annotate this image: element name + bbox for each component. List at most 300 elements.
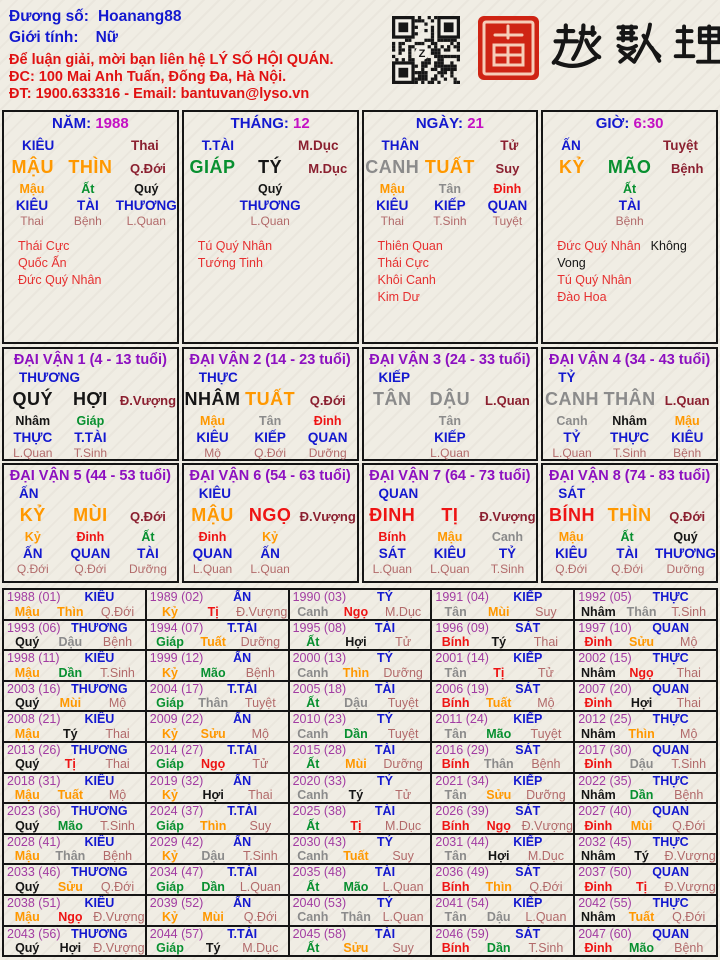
star-name: Đào Hoa bbox=[557, 290, 607, 304]
chart-body bbox=[2, 110, 718, 957]
hidden-stem: Ất bbox=[81, 182, 95, 196]
year-cell-top bbox=[7, 622, 142, 636]
year-stage: Đ.Vượng bbox=[93, 941, 145, 956]
year-god: QUAN bbox=[652, 804, 689, 819]
year-branch: Mùi bbox=[345, 757, 367, 772]
year-cell bbox=[3, 803, 146, 834]
pillar-title bbox=[4, 112, 177, 132]
year-god: THỰC bbox=[652, 895, 689, 910]
pillar-stage: Đ.Vượng bbox=[479, 509, 536, 524]
hidden-stem-stage: Q.Đới bbox=[555, 562, 588, 576]
year-number: 2000 (13) bbox=[292, 651, 347, 666]
star-item bbox=[18, 272, 177, 289]
year-god: TỶ bbox=[377, 651, 393, 666]
ten-god-label: SÁT bbox=[558, 486, 586, 501]
stem-branch-row bbox=[184, 501, 357, 526]
year-branch: Dần bbox=[201, 879, 225, 894]
hidden-stem-god: KIÊU bbox=[196, 430, 229, 445]
year-number: 2042 (55) bbox=[578, 895, 632, 910]
year-branch: Ngọ bbox=[58, 910, 83, 925]
dai-van-title: ĐẠI VẬN 2 (14 - 23 tuổi) bbox=[189, 352, 351, 368]
year-number: 2033 (46) bbox=[7, 865, 61, 880]
star-item bbox=[378, 238, 537, 255]
year-stem: Ất bbox=[306, 879, 320, 894]
star-item bbox=[18, 238, 177, 255]
star-list bbox=[184, 229, 357, 272]
year-stage: Thai bbox=[248, 788, 273, 803]
year-cell-bottom bbox=[578, 666, 713, 681]
year-stage: Thai bbox=[676, 665, 701, 680]
pillar-title bbox=[364, 112, 537, 132]
year-branch: Mùi bbox=[487, 604, 510, 619]
stem-branch-row bbox=[543, 501, 716, 526]
calligraphy-glyph bbox=[550, 16, 602, 74]
year-number: 1995 (08) bbox=[292, 620, 347, 635]
year-number: 2008 (21) bbox=[7, 712, 61, 727]
year-number: 1988 (01) bbox=[7, 590, 61, 604]
year-number: 1993 (06) bbox=[7, 620, 61, 635]
year-stem: Canh bbox=[297, 910, 329, 925]
hidden-stem-column bbox=[116, 182, 177, 229]
year-cell-top bbox=[7, 652, 142, 666]
year-cell-top bbox=[293, 683, 428, 697]
year-god: THƯƠNG bbox=[71, 865, 128, 880]
year-cell bbox=[289, 864, 432, 895]
year-stage: L.Quan bbox=[382, 879, 424, 894]
hidden-stem-god: KIẾP bbox=[434, 430, 466, 445]
year-god: KIẾP bbox=[513, 773, 543, 788]
year-number: 2026 (39) bbox=[435, 804, 489, 819]
hidden-stem-stage: Mộ bbox=[204, 446, 221, 460]
year-stage: M.Dục bbox=[242, 941, 279, 956]
year-number: 2002 (15) bbox=[578, 651, 632, 666]
pillar-stage: L.Quan bbox=[485, 393, 530, 408]
year-cell bbox=[146, 742, 289, 773]
hidden-stem: Ất bbox=[620, 530, 634, 544]
year-cell-top bbox=[7, 805, 142, 819]
pillar-branch: THÌN bbox=[68, 157, 113, 177]
star-item bbox=[18, 255, 177, 272]
year-branch: Mùi bbox=[630, 818, 653, 833]
year-cell bbox=[574, 620, 717, 651]
year-stem: Mậu bbox=[14, 604, 40, 619]
pillar-branch: THÌN bbox=[607, 505, 652, 525]
dai-van-1 bbox=[2, 347, 179, 461]
year-branch: Dần bbox=[58, 665, 83, 680]
year-cell bbox=[574, 864, 717, 895]
hidden-stem-column bbox=[658, 182, 716, 229]
pillar-branch: TUẤT bbox=[245, 389, 296, 409]
hidden-stem-stage: Bệnh bbox=[615, 214, 644, 228]
year-branch: Tị bbox=[64, 757, 76, 772]
year-cell bbox=[146, 895, 289, 926]
hidden-stem-god: ẤN bbox=[260, 546, 280, 561]
ten-god-label: ẤN bbox=[19, 486, 39, 501]
year-god: ẤN bbox=[233, 712, 252, 727]
year-stem: Canh bbox=[297, 849, 329, 864]
year-number: 2040 (53) bbox=[292, 895, 347, 910]
hidden-stem: Tân bbox=[259, 414, 282, 428]
hidden-stem-stage: Bệnh bbox=[73, 214, 102, 228]
year-cell-top bbox=[7, 836, 142, 850]
year-stage: Mộ bbox=[680, 635, 698, 650]
year-cell-bottom bbox=[7, 696, 142, 711]
dai-van-title: ĐẠI VẬN 5 (44 - 53 tuổi) bbox=[9, 468, 171, 484]
year-number: 2038 (51) bbox=[7, 895, 61, 910]
year-cell bbox=[289, 742, 432, 773]
year-cell-top bbox=[578, 775, 713, 789]
year-cell bbox=[574, 773, 717, 804]
year-cell-top bbox=[150, 775, 285, 789]
year-branch: Thìn bbox=[57, 604, 84, 619]
year-cell bbox=[574, 803, 717, 834]
year-branch: Tý bbox=[491, 635, 507, 650]
year-cell bbox=[574, 589, 717, 620]
year-cell bbox=[146, 926, 289, 957]
year-stage: L.Quan bbox=[382, 910, 424, 925]
year-stem: Bính bbox=[441, 635, 470, 650]
year-cell-top bbox=[293, 897, 428, 911]
year-stem: Ất bbox=[306, 696, 320, 711]
year-cell-top bbox=[293, 622, 428, 636]
year-stem: Quý bbox=[15, 818, 40, 833]
hidden-stem-column bbox=[655, 530, 716, 577]
pillar-title bbox=[543, 112, 716, 132]
year-stage: T.Sinh bbox=[671, 757, 707, 772]
hidden-stem-god: SÁT bbox=[378, 546, 406, 561]
year-god: SÁT bbox=[515, 620, 541, 635]
year-stage: L.Quan bbox=[525, 910, 567, 925]
year-cell-bottom bbox=[293, 696, 428, 711]
hidden-stem-column bbox=[658, 414, 716, 461]
hidden-stem: Kỷ bbox=[24, 530, 41, 544]
year-number: 2023 (36) bbox=[7, 804, 61, 819]
hidden-stem: Ất bbox=[141, 530, 155, 544]
year-cell-bottom bbox=[293, 727, 428, 742]
hidden-stem: Mậu bbox=[200, 414, 226, 428]
year-cell-bottom bbox=[435, 635, 570, 650]
hidden-stem: Nhâm bbox=[15, 414, 51, 428]
hidden-stem: Giáp bbox=[76, 414, 105, 428]
pillar-stage: Suy bbox=[495, 161, 520, 176]
year-branch: Sửu bbox=[486, 788, 512, 803]
hidden-stem: Nhâm bbox=[612, 414, 647, 428]
hidden-stem-stage: L.Quan bbox=[552, 446, 592, 460]
pillar-stem: KỶ bbox=[559, 157, 586, 177]
year-god: TÀI bbox=[374, 681, 396, 696]
year-god: KIẾP bbox=[513, 590, 543, 604]
year-cell-bottom bbox=[435, 880, 570, 895]
year-cell-top bbox=[578, 836, 713, 850]
pillar-title-value: 21 bbox=[467, 115, 484, 132]
year-stage: L.Quan bbox=[239, 879, 281, 894]
year-number: 2004 (17) bbox=[149, 681, 204, 696]
year-god: THƯƠNG bbox=[71, 804, 128, 819]
gender-label: Giới tính: bbox=[9, 29, 79, 46]
dai-van-title: ĐẠI VẬN 1 (4 - 13 tuổi) bbox=[13, 352, 167, 368]
year-number: 2012 (25) bbox=[578, 712, 632, 727]
hidden-stem: Canh bbox=[491, 530, 524, 544]
hidden-stems bbox=[364, 410, 537, 461]
dai-van-row-2 bbox=[2, 463, 718, 583]
year-branch: Tuất bbox=[628, 910, 655, 925]
year-god: TÀI bbox=[374, 865, 396, 880]
year-cell-bottom bbox=[435, 788, 570, 803]
pillar-stem: QUÝ bbox=[12, 389, 54, 409]
ten-god-label: THÂN bbox=[381, 138, 419, 153]
year-stage: T.Sinh bbox=[100, 818, 135, 833]
year-cell-top bbox=[7, 683, 142, 697]
hidden-stem: Đinh bbox=[76, 530, 105, 544]
stem-branch-row bbox=[364, 385, 537, 410]
hidden-stem: Ất bbox=[623, 182, 637, 196]
year-branch: Thìn bbox=[342, 665, 370, 680]
year-number: 2036 (49) bbox=[435, 865, 489, 880]
year-cell-top bbox=[150, 591, 285, 605]
year-stem: Quý bbox=[15, 941, 40, 956]
hidden-stem-column bbox=[543, 414, 601, 461]
year-number: 2005 (18) bbox=[292, 681, 347, 696]
pillar-stage: Q.Đới bbox=[309, 393, 346, 408]
pillar-grid bbox=[2, 110, 718, 344]
year-cell-bottom bbox=[435, 605, 570, 620]
year-stem: Canh bbox=[297, 665, 329, 680]
hidden-stem-column bbox=[4, 182, 60, 229]
year-branch: Ngọ bbox=[200, 757, 226, 772]
pillar-title-label: NĂM: bbox=[52, 115, 96, 132]
hidden-stem-stage: T.Sinh bbox=[73, 446, 108, 460]
year-stage: T.Sinh bbox=[671, 604, 707, 619]
hidden-stem-column bbox=[4, 530, 62, 577]
year-god: ẤN bbox=[233, 773, 252, 788]
year-branch: Ngọ bbox=[629, 665, 654, 680]
year-number: 2011 (24) bbox=[435, 712, 488, 727]
star-name: Thiên Quan bbox=[377, 239, 443, 253]
year-branch: Thìn bbox=[199, 818, 227, 833]
hidden-stem-god: KIÊU bbox=[433, 546, 466, 561]
hidden-stem-stage: Q.Đới bbox=[16, 562, 49, 576]
year-cell bbox=[431, 589, 574, 620]
year-cell-top bbox=[435, 866, 570, 880]
year-cell-top bbox=[150, 805, 285, 819]
year-branch: Dần bbox=[344, 726, 368, 741]
year-cell-top bbox=[578, 683, 713, 697]
year-cell-bottom bbox=[435, 727, 570, 742]
year-stem: Kỷ bbox=[162, 910, 178, 925]
hidden-stems bbox=[184, 526, 357, 577]
year-stage: Tuyệt bbox=[244, 696, 276, 711]
dai-van-4 bbox=[541, 347, 718, 461]
year-cell-bottom bbox=[435, 818, 573, 834]
year-cell-bottom bbox=[578, 727, 713, 742]
hidden-stem: Quý bbox=[257, 182, 283, 196]
year-stage: Q.Đới bbox=[672, 818, 706, 833]
pillar-stage: Đ.Vượng bbox=[119, 393, 177, 408]
year-god: KIẾP bbox=[513, 651, 543, 666]
hidden-stem-god: ẤN bbox=[23, 546, 43, 561]
year-number: 2017 (30) bbox=[578, 742, 632, 757]
year-cell bbox=[289, 650, 432, 681]
hidden-stem-column bbox=[4, 414, 62, 461]
year-stage: Bệnh bbox=[674, 941, 704, 956]
year-stem: Quý bbox=[15, 757, 40, 772]
year-branch: Thìn bbox=[485, 879, 512, 894]
year-stage: Tử bbox=[537, 665, 554, 680]
year-number: 2025 (38) bbox=[292, 804, 347, 819]
year-number: 2006 (19) bbox=[435, 681, 489, 696]
year-god: ẤN bbox=[233, 895, 252, 910]
year-cell-top bbox=[435, 897, 570, 911]
year-number: 2034 (47) bbox=[149, 865, 204, 880]
year-cell-bottom bbox=[578, 788, 713, 803]
hidden-stem-god: QUAN bbox=[70, 546, 111, 561]
hidden-stem-column bbox=[479, 182, 537, 229]
year-cell-top bbox=[578, 928, 713, 942]
year-number: 2014 (27) bbox=[149, 742, 204, 757]
star-name: Kim Dư bbox=[377, 290, 420, 304]
year-stem: Tân bbox=[444, 788, 467, 803]
year-stage: Đ.Vượng bbox=[93, 910, 145, 925]
year-stage: Bệnh bbox=[674, 788, 704, 803]
pillar-title-label: NGÀY: bbox=[415, 115, 468, 132]
year-cell-top bbox=[150, 897, 285, 911]
pillar-stem: KỶ bbox=[19, 505, 46, 525]
year-stem: Đinh bbox=[584, 696, 613, 711]
star-item bbox=[557, 289, 716, 306]
stem-branch-row bbox=[4, 153, 177, 178]
year-cell-bottom bbox=[293, 880, 428, 895]
year-stem: Kỷ bbox=[162, 726, 178, 741]
year-stage: Q.Đới bbox=[529, 879, 563, 894]
year-cell-bottom bbox=[150, 941, 285, 956]
year-stem: Quý bbox=[15, 635, 40, 650]
year-stem: Giáp bbox=[156, 941, 184, 956]
year-cell-bottom bbox=[578, 635, 713, 650]
ten-god-label: KIÊU bbox=[22, 138, 55, 153]
year-cell-top bbox=[435, 713, 570, 727]
star-list bbox=[543, 229, 716, 306]
year-cell-bottom bbox=[578, 849, 716, 864]
stage-label: Tử bbox=[500, 138, 519, 153]
hidden-stem-stage: L.Quan bbox=[372, 562, 412, 576]
year-branch: Thân bbox=[55, 849, 86, 864]
dai-van-2 bbox=[182, 347, 359, 461]
year-number: 1994 (07) bbox=[149, 620, 204, 635]
hidden-stem: Đinh bbox=[313, 414, 342, 428]
year-cell bbox=[289, 926, 432, 957]
year-stem: Nhâm bbox=[581, 604, 616, 619]
year-stage: Mộ bbox=[251, 726, 269, 741]
pillar-stage: M.Dục bbox=[308, 161, 348, 176]
year-number: 1999 (12) bbox=[149, 651, 204, 666]
year-stem: Nhâm bbox=[581, 849, 616, 864]
year-stem: Tân bbox=[444, 726, 467, 741]
year-cell bbox=[574, 895, 717, 926]
year-stage: Đ.Vượng bbox=[521, 818, 573, 833]
phone-email-line: ĐT: 1900.633316 - Email: bantuvan@lyso.vn bbox=[9, 86, 310, 102]
year-number: 2007 (20) bbox=[578, 681, 632, 696]
year-cell-bottom bbox=[435, 849, 570, 864]
year-number: 1996 (09) bbox=[435, 620, 489, 635]
year-number: 2039 (52) bbox=[149, 895, 204, 910]
pillar-branch: NGỌ bbox=[248, 505, 292, 525]
year-god: THỰC bbox=[652, 712, 689, 727]
pillar-title-value: 6:30 bbox=[633, 115, 664, 132]
year-branch: Mùi bbox=[202, 910, 224, 925]
year-cell-top bbox=[150, 928, 285, 942]
hidden-stem-stage: Dưỡng bbox=[128, 562, 167, 576]
pillar-branch: MÙI bbox=[73, 505, 108, 525]
year-stage: Suy bbox=[392, 849, 414, 864]
year-cell bbox=[146, 620, 289, 651]
year-cell bbox=[3, 864, 146, 895]
year-cell-bottom bbox=[150, 666, 285, 681]
hidden-stem: Tân bbox=[438, 182, 461, 196]
hidden-stems bbox=[184, 178, 357, 229]
year-cell bbox=[289, 803, 432, 834]
year-cell bbox=[289, 620, 432, 651]
hidden-stem-stage: L.Quan bbox=[126, 214, 166, 228]
year-branch: Mão bbox=[629, 941, 655, 956]
hidden-stem: Tân bbox=[438, 414, 461, 428]
pillar-title-value: 12 bbox=[293, 115, 310, 132]
god-row bbox=[4, 132, 177, 153]
year-branch: Tuất bbox=[57, 788, 84, 803]
hidden-stem: Bính bbox=[378, 530, 407, 544]
year-cell-bottom bbox=[578, 696, 713, 711]
year-number: 2016 (29) bbox=[435, 742, 489, 757]
year-cell-bottom bbox=[7, 666, 142, 681]
year-god: THƯƠNG bbox=[71, 926, 128, 941]
year-number: 2003 (16) bbox=[7, 681, 61, 696]
year-branch: Hợi bbox=[59, 941, 82, 956]
hidden-stem: Mậu bbox=[437, 530, 463, 544]
dai-van-title: ĐẠI VẬN 7 (64 - 73 tuổi) bbox=[369, 468, 531, 484]
stage-label: M.Dục bbox=[298, 138, 339, 153]
year-number: 2019 (32) bbox=[149, 773, 204, 788]
year-branch: Thìn bbox=[628, 726, 655, 741]
year-stage: Bệnh bbox=[102, 635, 133, 650]
pillar-hour bbox=[541, 110, 718, 344]
year-cell-bottom bbox=[578, 757, 713, 772]
year-cell-top bbox=[435, 836, 570, 850]
year-cell-bottom bbox=[7, 727, 142, 742]
year-cell-top bbox=[7, 928, 142, 942]
year-cell bbox=[289, 834, 432, 865]
year-cell-top bbox=[578, 591, 713, 605]
year-number: 2013 (26) bbox=[7, 742, 61, 757]
year-cell-top bbox=[578, 866, 713, 880]
year-cell bbox=[574, 711, 717, 742]
year-cell bbox=[146, 773, 289, 804]
hidden-stem-god: QUAN bbox=[487, 198, 528, 213]
hidden-stem-column bbox=[601, 414, 659, 461]
year-stem: Tân bbox=[444, 910, 467, 925]
year-cell bbox=[431, 650, 574, 681]
hidden-stem: Quý bbox=[673, 530, 698, 544]
year-cell bbox=[3, 895, 146, 926]
year-branch: Mùi bbox=[59, 696, 82, 711]
hidden-stem-column bbox=[184, 530, 242, 577]
year-cell bbox=[3, 711, 146, 742]
year-god: T.TÀI bbox=[227, 865, 258, 880]
pillar-stem: BÍNH bbox=[549, 505, 596, 525]
year-stem: Bính bbox=[441, 941, 470, 956]
dai-van-5 bbox=[2, 463, 179, 583]
year-stem: Mậu bbox=[14, 665, 40, 680]
year-branch: Hợi bbox=[488, 849, 510, 864]
pillar-branch: HỢI bbox=[72, 389, 108, 409]
